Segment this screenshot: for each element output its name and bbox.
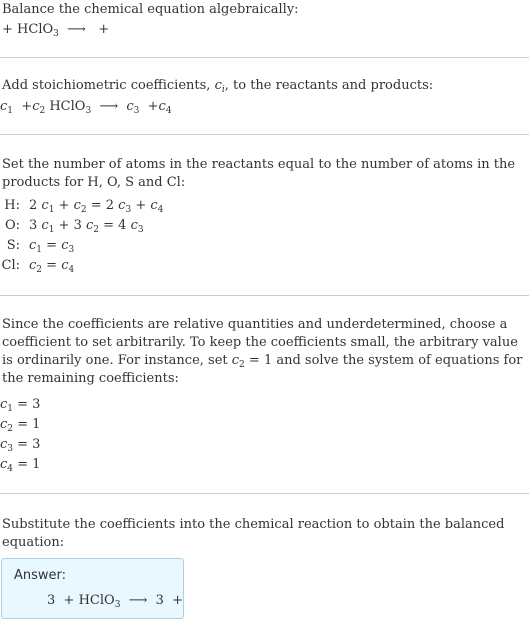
divider xyxy=(0,134,529,135)
step1-heading: Balance the chemical equation algebraically: xyxy=(2,2,299,17)
divider xyxy=(0,295,529,296)
balance-eq-cl: $c_2 = c_4$ xyxy=(29,258,75,275)
answer-box xyxy=(1,558,184,619)
step3-heading: Set the number of atoms in the reactants equal to the number of atoms in the products for H, O, S and Cl: xyxy=(2,157,516,190)
balance-row-o: O: 3 $c_1 + 3$ $c_2 = 4$ $c_3$ xyxy=(4,218,144,235)
balance-eq-o: 3 $c_1 + 3$ $c_2 = 4$ $c_3$ xyxy=(29,218,144,235)
coef-value-c3: $c_3 = 3$ xyxy=(0,437,41,454)
step4-heading: Since the coefficients are relative quantities and underdetermined, choose a coefficient to set arbitrarily. To keep the coefficients small, the arbitrary value is ordinarily one. For instance, set $c_2 = 1$ and solve the system of equations for the remaining coefficients: xyxy=(2,317,523,386)
balance-row-cl: Cl: $c_2 = c_4$ xyxy=(1,258,75,275)
step1-equation: + HClO$_3$ ⟶ + xyxy=(2,22,110,39)
step2-heading: Add stoichiometric coefficients, $c_i$, to the reactants and products: xyxy=(2,78,434,95)
divider xyxy=(0,493,529,494)
coef-value-c2: $c_2 = 1$ xyxy=(0,417,41,434)
balanced-equation: 3 + HClO$_3$ ⟶ 3 + xyxy=(47,593,184,610)
divider xyxy=(0,57,529,58)
balance-eq-s: $c_1 = c_3$ xyxy=(29,238,75,255)
step5-heading: Substitute the coefficients into the chemical reaction to obtain the balanced equation: xyxy=(2,517,505,550)
balance-eq-h: 2 $c_1 + c_2 = 2$ $c_3 + c_4$ xyxy=(29,198,164,215)
coef-value-c4: $c_4 = 1$ xyxy=(0,457,41,474)
coef-value-c1: $c_1 = 3$ xyxy=(0,397,41,414)
answer-label: Answer: xyxy=(14,568,67,583)
step2-equation: $c_1 +c_2$ HClO$_3$ ⟶ $c_3 +c_4$ xyxy=(0,99,172,116)
balance-row-s: S: $c_1 = c_3$ xyxy=(6,238,75,255)
balance-row-h: H: 2 $c_1 + c_2 = 2$ $c_3 + c_4$ xyxy=(4,198,164,215)
